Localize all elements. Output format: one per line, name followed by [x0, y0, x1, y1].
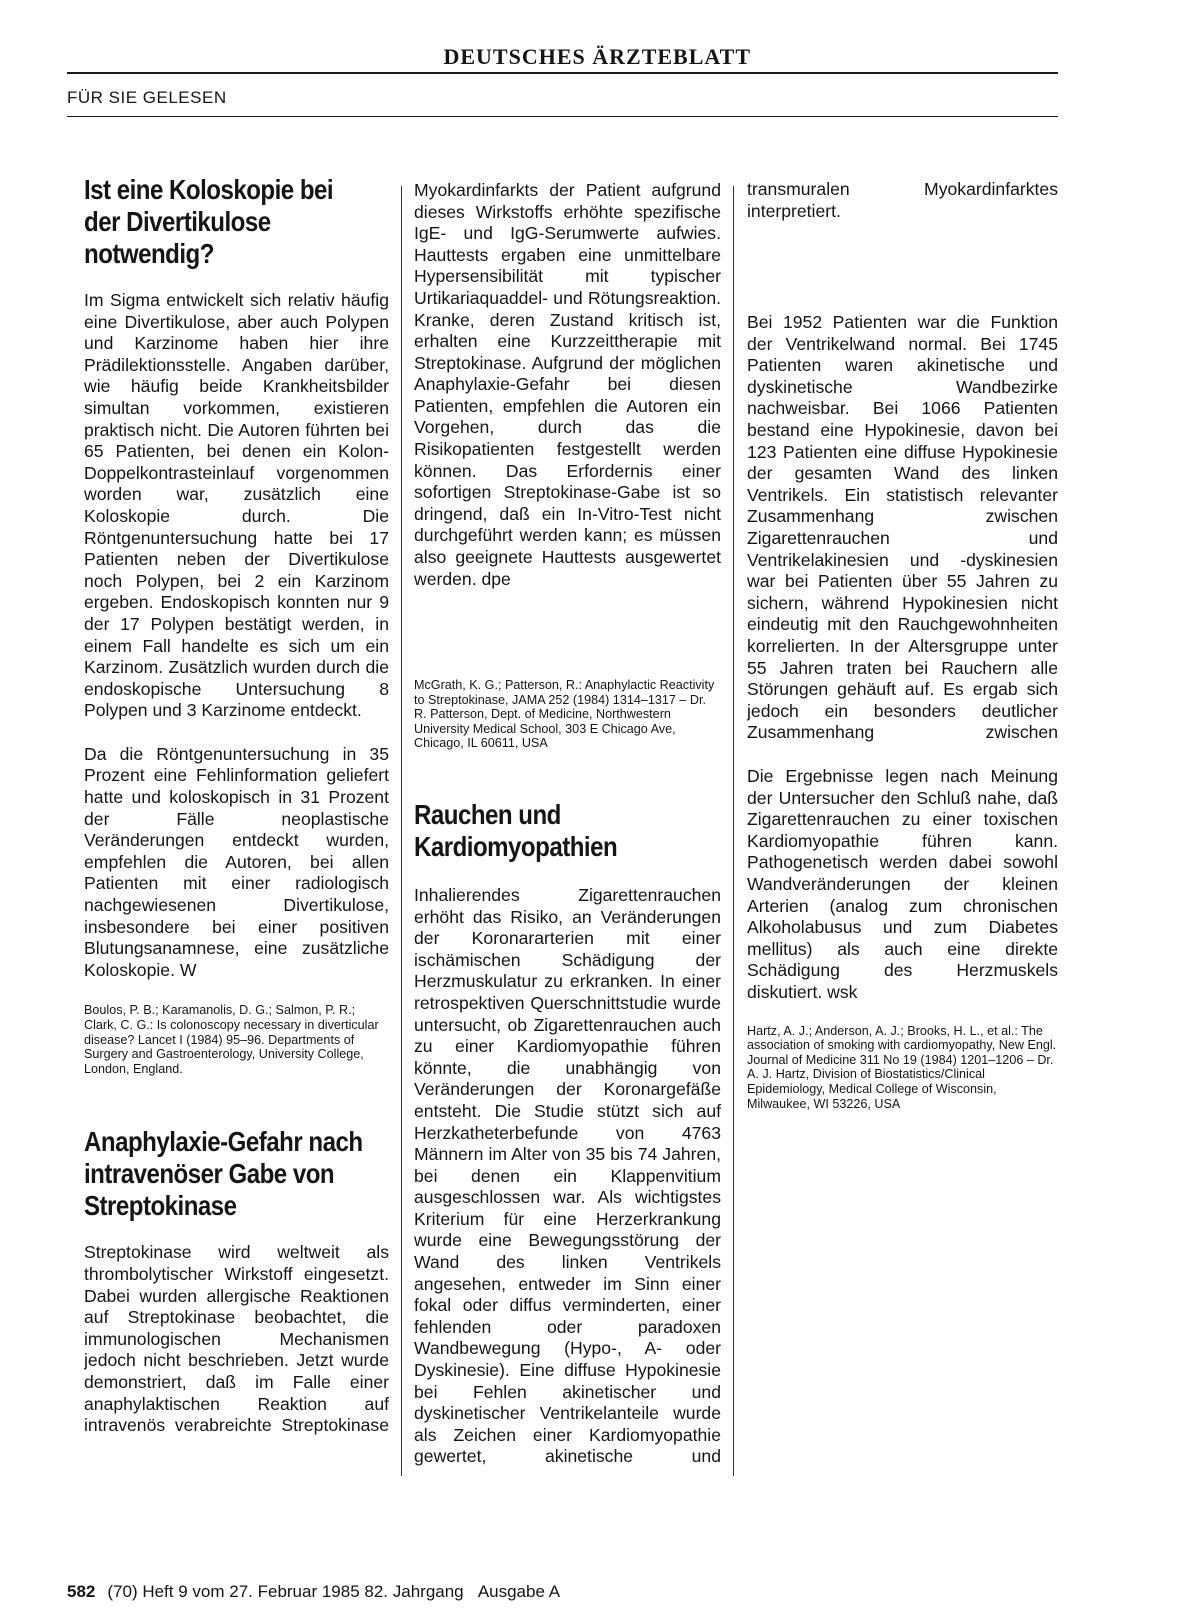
page-footer [67, 1582, 560, 1602]
article-3-reference: Hartz, A. J.; Anderson, A. J.; Brooks, H. L., et al.: The association of smoking with cardiomyopathy, New Engl. Journal of Medicine 311 No 19 (1984) 1201–1206 – Dr. A. J. Hartz, Division of Biostatistics/Clinical Epidemiology, Medical College of Wisconsin, Milwaukee, WI 53226, USA [747, 1023, 1057, 1111]
article-2-paragraph-1-continued: Myokardinfarkts der Patient aufgrund dieses Wirkstoffs erhöhte spezifische IgE- und IgG-Serumwerte aufwies. Hauttests ergaben eine unmittelbare Hypersensibilität mit typischer Urtikariaquaddel- und Rötungsreaktion. Kranke, deren Zustand kritisch ist, erhalten eine Kurzzeittherapie mit Streptokinase. Aufgrund der möglichen Anaphylaxie-Gefahr bei diesen Patienten, empfehlen die Autoren ein Vorgehen, durch das die Risikopatienten festgestellt werden können. Das Erfordernis einer sofortigen Streptokinase-Gabe ist so dringend, daß ein In-Vitro-Test nicht durchgeführt werden kann; es müssen also geeignete Hauttests ausgewertet werden. dpe [414, 180, 721, 589]
header-rule-bottom [67, 116, 1058, 117]
article-2-text-frame [84, 1242, 389, 1436]
article-1-title: Ist eine Koloskopie bei der Divertikulose notwendig? [84, 174, 334, 269]
column-2 [414, 180, 721, 1469]
page-number: 582 [67, 1582, 96, 1601]
article-3-text-frame [414, 885, 721, 1469]
article-2-reference: McGrath, K. G.; Patterson, R.: Anaphylactic Reactivity to Streptokinase, JAMA 252 (1984) 1314–1317 – Dr. R. Patterson, Dept. of Medicine, Northwestern University Medical School, 303 E Chicago Ave, Chicago, IL 60611, USA [414, 678, 715, 751]
column-divider-right [733, 186, 734, 1476]
section-label: FÜR SIE GELESEN [67, 88, 227, 107]
article-3-continuation-frame [747, 180, 1058, 290]
column-3 [747, 180, 1058, 1111]
article-3-paragraph-1-continued: transmuralen Myokardinfarktes interpretiert. [747, 180, 1058, 221]
edition-label: Ausgabe A [477, 1582, 561, 1601]
article-3-paragraph-2: Bei 1952 Patienten war die Funktion der Ventrikelwand normal. Bei 1745 Patienten waren akinetische und dyskinetische Wandbezirke nachweisbar. Bei 1066 Patienten bestand eine Hypokinesie, davon bei 123 Patienten eine diffuse Hypokinesie der gesamten Wand des linken Ventrikels. Ein statistisch relevanter Zusammenhang zwischen Zigarettenrauchen und Ventrikelakinesien und -dyskinesien war bei Patienten über 55 Jahren zu sichern, während Hypokinesien nicht eindeutig mit den Rauchgewohnheiten korrelierten. In der Altersgruppe unter 55 Jahren traten bei Rauchern alle Störungen gehäuft auf. Es ergab sich jedoch ein besonders deutlicher Zusammenhang zwischen [747, 312, 1058, 743]
article-1-paragraph-2: Da die Röntgenuntersuchung in 35 Prozent eine Fehlinformation geliefert hatte und koloskopisch in 31 Prozent der Fälle neoplastische Veränderungen entdeckt wurden, empfehlen die Autoren, bei allen Patienten mit einer radiologisch nachgewiesenen Divertikulose, insbesondere bei einer positiven Blutungsanamnese, eine zusätzliche Koloskopie. W [84, 743, 389, 980]
column-1 [84, 174, 389, 1436]
article-2-title: Anaphylaxie-Gefahr nach intravenöser Gabe von Streptokinase [84, 1126, 363, 1222]
article-2-continuation-frame [414, 180, 721, 656]
article-1-reference: Boulos, P. B.; Karamanolis, D. G.; Salmon, P. R.; Clark, C. G.: Is colonoscopy necessary in diverticular disease? Lancet I (1984) 95–96. Departments of Surgery and Gastroenterology, University College, London, England. [84, 1003, 379, 1076]
column-divider-left [401, 186, 402, 1476]
header-rule-top [67, 72, 1058, 74]
masthead: DEUTSCHES ÄRZTEBLATT [443, 44, 751, 69]
article-1-paragraph-1: Im Sigma entwickelt sich relativ häufig eine Divertikulose, aber auch Polypen und Karzinome haben hier ihre Prädilektionsstelle. Angaben darüber, wie häufig beide Krankheitsbilder simultan vorkommen, existieren praktisch nicht. Die Autoren führten bei 65 Patienten, bei denen ein Kolon-Doppelkontrasteinlauf vorgenommen worden war, zusätzlich eine Koloskopie durch. Die Röntgenuntersuchung hatte bei 17 Patienten neben der Divertikulose noch Polypen, bei 2 ein Karzinom ergeben. Endoskopisch konnten nur 9 der 17 Polypen bestätigt werden, in einem Fall handelte es sich um ein Karzinom. Zusätzlich wurden durch die endoskopische Untersuchung 8 Polypen und 3 Karzinome entdeckt. [84, 290, 389, 721]
issue-info: (70) Heft 9 vom 27. Februar 1985 82. Jahrgang [107, 1582, 464, 1601]
article-2-paragraph-1-part-1: Streptokinase wird weltweit als thrombolytischer Wirkstoff eingesetzt. Dabei wurden allergische Reaktionen auf Streptokinase beobachtet, die immunologischen Mechanismen jedoch nicht beschrieben. Jetzt wurde demonstriert, daß im Falle einer anaphylaktischen Reaktion auf intravenös verabreichte Streptokinase [84, 1242, 389, 1436]
article-3-paragraph-3: Die Ergebnisse legen nach Meinung der Untersucher den Schluß nahe, daß Zigarettenrauchen zu einer toxischen Kardiomyopathie führen kann. Pathogenetisch werden dabei sowohl Wandveränderungen der kleinen Arterien (analog zum chronischen Alkoholabusus und zum Diabetes mellitus) als auch eine direkte Schädigung des Herzmuskels diskutiert. wsk [747, 766, 1058, 1002]
article-3-title: Rauchen und Kardiomyopathien [414, 798, 618, 862]
article-3-paragraph-1-part-1: Inhalierendes Zigarettenrauchen erhöht das Risiko, an Veränderungen der Koronararterien mit einer ischämischen Schädigung der Herzmuskulatur zu erkranken. In einer retrospektiven Querschnittstudie wurde untersucht, ob Zigarettenrauchen auch zu einer Kardiomyopathie führen könnte, die unabhängig von Veränderungen der Koronargefäße entsteht. Die Studie stützt sich auf Herzkatheterbefunde von 4763 Männern im Alter von 35 bis 74 Jahren, bei denen ein Klappenvitium ausgeschlossen war. Als wichtigstes Kriterium für eine Herzerkrankung wurde eine Bewegungsstörung der Wand des linken Ventrikels angesehen, entweder im Sinn einer fokal oder diffus verminderten, einer fehlenden oder paradoxen Wandbewegung (Hypo-, A- oder Dyskinesie). Eine diffuse Hypokinesie bei Fehlen akinetischer und dyskinetischer Ventrikelanteile wurde als Zeichen einer Kardiomyopathie gewertet, akinetische und [414, 884, 721, 1467]
